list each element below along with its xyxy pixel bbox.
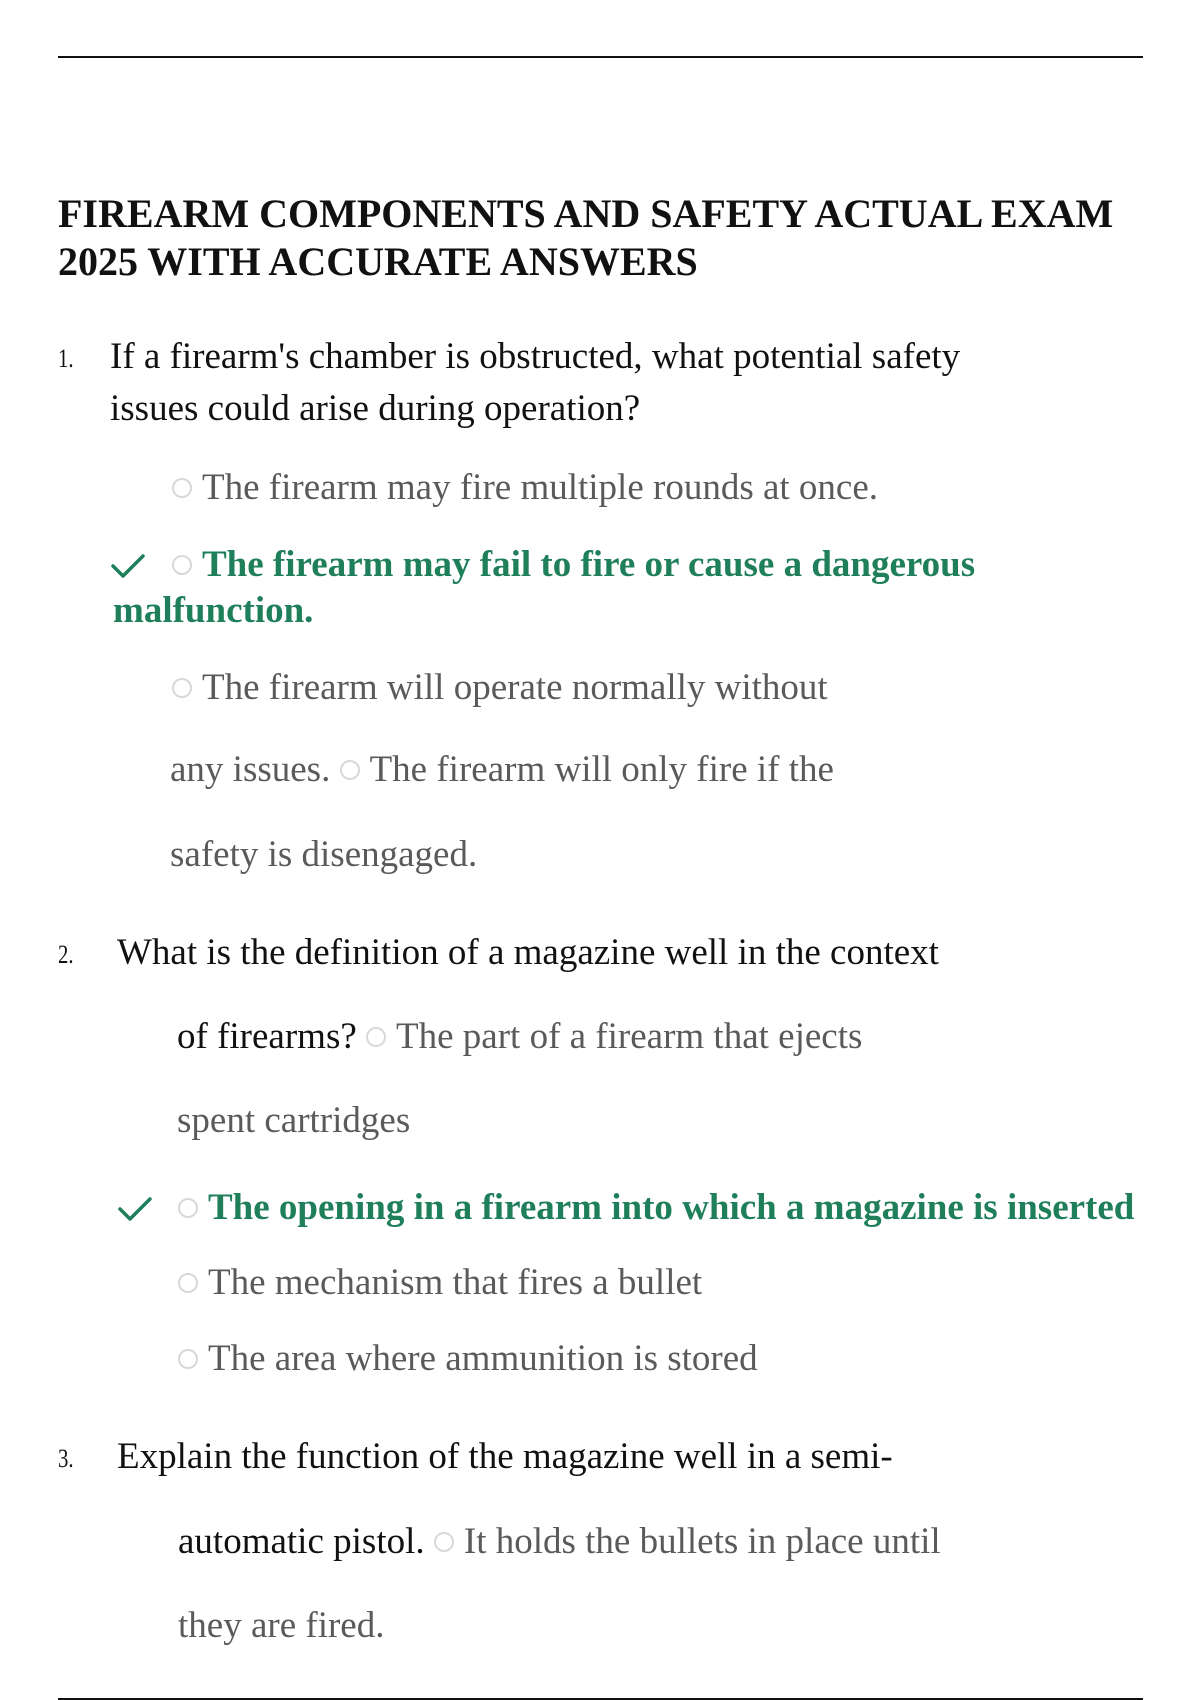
option-label-continued: spent cartridges xyxy=(177,1100,411,1141)
question-number: 3. xyxy=(58,1444,74,1473)
question-text: of firearms? xyxy=(177,1016,357,1057)
option-label: The opening in a firearm into which a magazine is inserted xyxy=(208,1187,1135,1228)
answer-option-a[interactable] xyxy=(366,1016,862,1057)
radio-icon[interactable] xyxy=(178,1273,198,1293)
answer-option-a[interactable] xyxy=(172,466,878,510)
option-label: The mechanism that fires a bullet xyxy=(208,1262,703,1303)
radio-icon[interactable] xyxy=(366,1027,386,1047)
question-number: 2. xyxy=(58,940,74,969)
top-rule xyxy=(58,56,1143,58)
check-icon xyxy=(110,551,146,581)
answer-option-c[interactable] xyxy=(172,666,828,710)
question-number: 1. xyxy=(58,344,74,373)
answer-option-d[interactable] xyxy=(340,749,834,790)
question-text: If a firearm's chamber is obstructed, what potential safety xyxy=(110,336,961,377)
radio-icon[interactable] xyxy=(172,478,192,498)
option-label: The firearm may fire multiple rounds at once. xyxy=(202,467,879,508)
option-label: The firearm may fail to fire or cause a dangerous xyxy=(202,544,976,585)
answer-option-b-correct[interactable] xyxy=(178,1186,1134,1230)
radio-icon[interactable] xyxy=(178,1349,198,1369)
radio-icon[interactable] xyxy=(172,555,192,575)
option-label-continued: any issues. xyxy=(170,749,331,790)
question-text: automatic pistol. xyxy=(178,1521,425,1562)
option-line xyxy=(177,1015,862,1059)
option-label-continued: malfunction. xyxy=(113,590,314,631)
option-label-continued: they are fired. xyxy=(178,1605,385,1646)
option-label: The firearm will only fire if the xyxy=(369,749,834,790)
answer-option-a[interactable] xyxy=(434,1521,941,1562)
radio-icon[interactable] xyxy=(340,760,360,780)
option-label: The area where ammunition is stored xyxy=(208,1338,758,1379)
option-line xyxy=(170,748,834,792)
option-label-continued: safety is disengaged. xyxy=(170,834,478,875)
radio-icon[interactable] xyxy=(434,1532,454,1552)
option-line xyxy=(178,1520,941,1564)
answer-option-b-correct[interactable] xyxy=(172,543,975,587)
check-icon xyxy=(117,1194,153,1224)
option-label: The firearm will operate normally without xyxy=(202,667,828,708)
answer-option-c[interactable] xyxy=(178,1261,702,1305)
question-text: issues could arise during operation? xyxy=(110,388,641,429)
radio-icon[interactable] xyxy=(178,1198,198,1218)
option-label: It holds the bullets in place until xyxy=(463,1521,941,1562)
question-text: Explain the function of the magazine well in a semi- xyxy=(117,1436,893,1477)
radio-icon[interactable] xyxy=(172,678,192,698)
option-label: The part of a firearm that ejects xyxy=(396,1016,863,1057)
page-title: FIREARM COMPONENTS AND SAFETY ACTUAL EXAM 2025 WITH ACCURATE ANSWERS xyxy=(58,191,1114,284)
answer-option-d[interactable] xyxy=(178,1337,758,1381)
question-text: What is the definition of a magazine well in the context xyxy=(117,932,939,973)
